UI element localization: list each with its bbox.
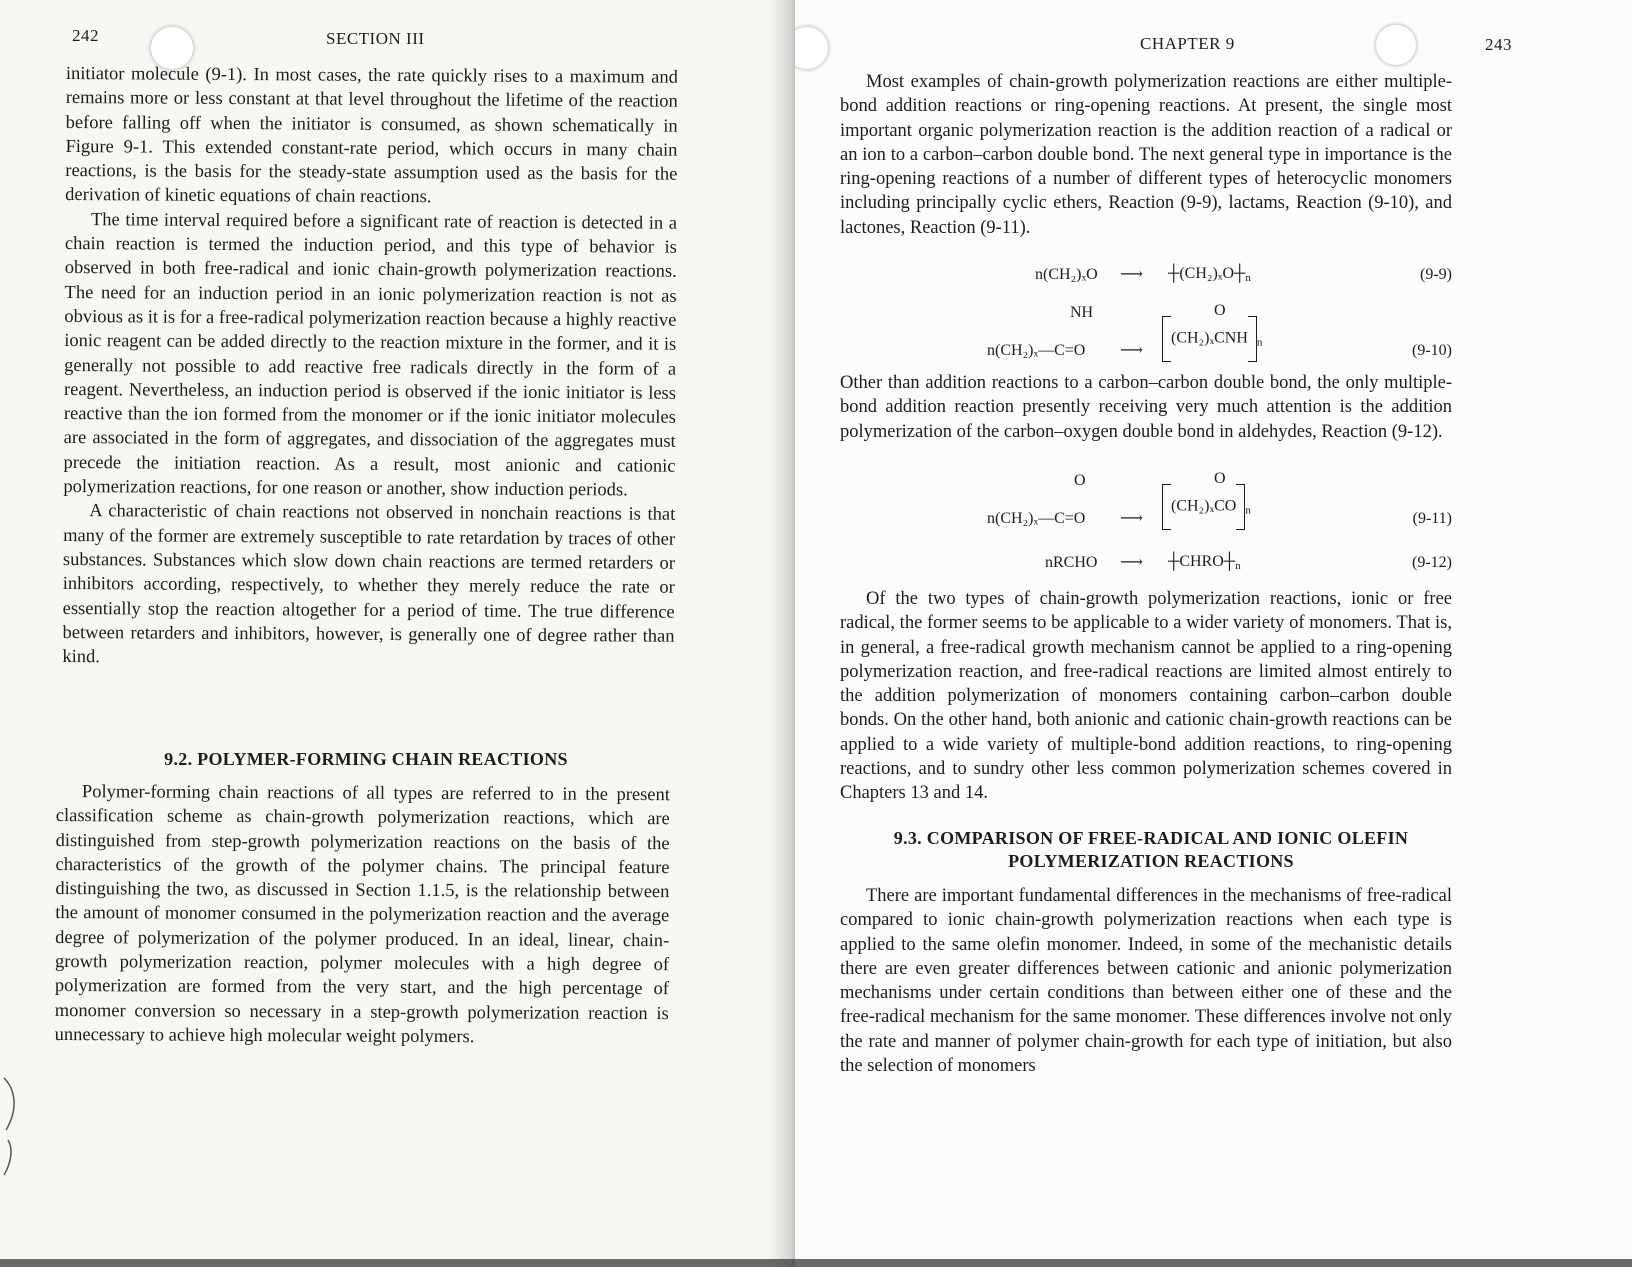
paragraph: Most examples of chain-growth polymerization reactions are either multiple-bond addition reactions or ring-opening reactions. At present, the single most important organic polymerization reaction is the addition reaction of a radical or an ion to a carbon–carbon double bond. The next general type in importance is the ring-opening reactions of a number of different types of heterocyclic monomers including principally cyclic ethers, Reaction (9-9), lactams, Reaction (9-10), and lactones, Reaction (9-11). <box>840 72 1452 238</box>
eq-rhs-formula: (CH₂)ₓO <box>1179 265 1234 282</box>
equation-9-10 <box>840 300 1452 364</box>
eq-lhs: n(CH₂)ₓ—C=O <box>987 510 1086 527</box>
paragraph: There are important fundamental differences in the mechanisms of free-radical compared to ionic chain-growth polymerization reactions when each type is applied to the same olefin monomer. Indeed, in some of the mechanistic details there are even greater differences between cationic and anionic polymerization mechanisms under certain conditions than between either one of these and the free-radical mechanism for the same monomer. These differences involve not only the rate and manner of polymer chain-growth for each type of initiation, but also the selection of monomers <box>840 886 1452 1077</box>
eq-rhs <box>1162 484 1251 530</box>
eq-rhs: $┼(CH_2)_xO┼_n$ <box>1168 265 1251 284</box>
eq-rhs <box>1162 316 1262 362</box>
reaction-arrow: ⟶ <box>1120 510 1143 527</box>
section-heading: 9.2. POLYMER-FORMING CHAIN REACTIONS <box>164 749 568 769</box>
eq-rhs-formula: (CH₂)ₓCO <box>1171 497 1237 515</box>
paragraph: Other than addition reactions to a carbon–carbon double bond, the only multiple-bond addition reaction presently receiving very much attention is the addition polymerization of the carbon–oxygen double bond in aldehydes, Reaction (9-12). <box>840 373 1452 442</box>
equation-number: (9-12) <box>1412 554 1452 571</box>
right-body-text-2 <box>840 371 1452 444</box>
paragraph: Of the two types of chain-growth polymerization reactions, ionic or free radical, the former seems to be applicable to a wider variety of monomers. That is, in general, a free-radical growth mechanism cannot be applied to a ring-opening polymerization reaction, and free-radical reactions are limited almost entirely to the addition polymerization of monomers containing carbon–carbon double bonds. On the other hand, both anionic and cationic chain-growth reactions can be applied to a wide variety of multiple-bond addition reactions, to ring-opening reactions, and to sundry other less common polymerization schemes covered in Chapters 13 and 14. <box>840 589 1452 804</box>
equation-number: (9-11) <box>1412 510 1452 527</box>
paragraph: initiator molecule (9-1). In most cases, the rate quickly rises to a maximum and remains more or less constant at that level throughout the lifetime of the reaction before falling off when the initiator is consumed, as shown schematically in Figure 9-1. This extended constant-rate period, which occurs in many chain reactions, is the basis for the steady-state assumption used as the basis for the derivation of kinetic equations of chain reactions. <box>65 63 678 208</box>
right-body-text <box>840 70 1452 240</box>
eq-rhs-formula: CHRO <box>1179 553 1224 570</box>
equation-9-9 <box>840 248 1452 288</box>
left-page-number: 242 <box>72 26 99 45</box>
eq-subscript: n <box>1256 336 1263 349</box>
paragraph: A characteristic of chain reactions not observed in nonchain reactions is that many of the former are extremely susceptible to rate retardation by traces of other substances. Substances which slow down chain reactions are termed retarders or inhibitors according, respectively, to whether they merely reduce the rate or essentially stop the reaction altogether for a period of time. The true difference between retarders and inhibitors, however, is generally one of degree rather than kind. <box>62 501 676 668</box>
eq-top-group: NH <box>1070 304 1094 321</box>
eq-lhs: n(CH₂)ₓ—C=O <box>987 342 1086 359</box>
left-page <box>0 0 795 1267</box>
eq-subscript: n <box>1245 272 1251 284</box>
binder-hole <box>1375 24 1417 66</box>
reaction-arrow: ⟶ <box>1120 554 1143 571</box>
section-heading-line: POLYMERIZATION REACTIONS <box>1008 851 1294 871</box>
eq-top-group: O <box>1074 472 1086 489</box>
eq-rhs-top: O <box>1214 470 1226 487</box>
right-running-head: CHAPTER 9 <box>1140 34 1235 53</box>
right-body-text-4 <box>840 884 1452 1078</box>
eq-lhs: nRCHO <box>1045 554 1098 571</box>
reaction-arrow: ⟶ <box>1120 266 1143 283</box>
eq-lhs: n(CH₂)ₓO <box>1035 266 1098 283</box>
equation-9-12 <box>840 536 1452 576</box>
reaction-arrow: ⟶ <box>1120 342 1143 359</box>
eq-subscript: n <box>1245 504 1251 517</box>
right-body-text-3 <box>840 587 1452 806</box>
eq-rhs-formula: (CH₂)ₓCNH <box>1171 329 1248 347</box>
section-heading-line: 9.3. COMPARISON OF FREE-RADICAL AND IONIC OLEFIN <box>893 828 1409 848</box>
section-heading <box>845 827 1457 873</box>
eq-rhs-top: O <box>1214 302 1226 319</box>
binder-hole <box>795 26 829 70</box>
equation-9-11 <box>840 468 1452 532</box>
left-running-head: SECTION III <box>326 29 425 48</box>
equation-number: (9-9) <box>1420 266 1452 283</box>
eq-rhs: $┼CHRO┼_n$ <box>1168 553 1241 572</box>
pen-mark <box>2 1070 32 1180</box>
paragraph: The time interval required before a significant rate of reaction is detected in a chain reaction is termed the induction period, and this type of behavior is observed in both free-radical and ionic chain-growth polymerization reactions. The need for an induction period in an ionic polymerization reaction is not as obvious as it is for a free-radical polymerization reaction because a highly reactive ionic reagent can be added directly to the reaction mixture in the former, and it is generally not possible to add reactive free radicals directly in the form of a reagent. Nevertheless, an induction period is observed if the ionic initiator is less reactive than the ion formed from the monomer or if the ionic initiator molecules are associated in the form of aggregates, and dissociation of the aggregates must precede the initiation reaction. As a result, most anionic and cationic polymerization reactions, for one reason or another, show induction periods. <box>63 209 678 501</box>
right-page <box>795 0 1632 1267</box>
paragraph: Polymer-forming chain reactions of all types are referred to in the present classification scheme as chain-growth polymerization reactions, which are distinguished from step-growth polymerization reactions on the basis of the characteristics of the growth of the polymer chains. The principal feature distinguishing the two, as discussed in Section 1.1.5, is the relationship between the amount of monomer consumed in the polymerization reaction and the average degree of polymerization of the polymer produced. In an ideal, linear, chain-growth polymerization reaction, polymer molecules with a high degree of polymerization are formed from the very start, and the high percentage of monomer conversion so necessary in a step-growth polymerization reaction is unnecessary to achieve high molecular weight polymers. <box>54 782 670 1048</box>
right-page-number: 243 <box>1485 35 1512 54</box>
scan-edge <box>0 1259 1632 1267</box>
equation-number: (9-10) <box>1412 342 1452 359</box>
eq-subscript: n <box>1235 560 1241 572</box>
left-body-text <box>62 62 678 673</box>
left-section-text <box>55 780 670 1050</box>
